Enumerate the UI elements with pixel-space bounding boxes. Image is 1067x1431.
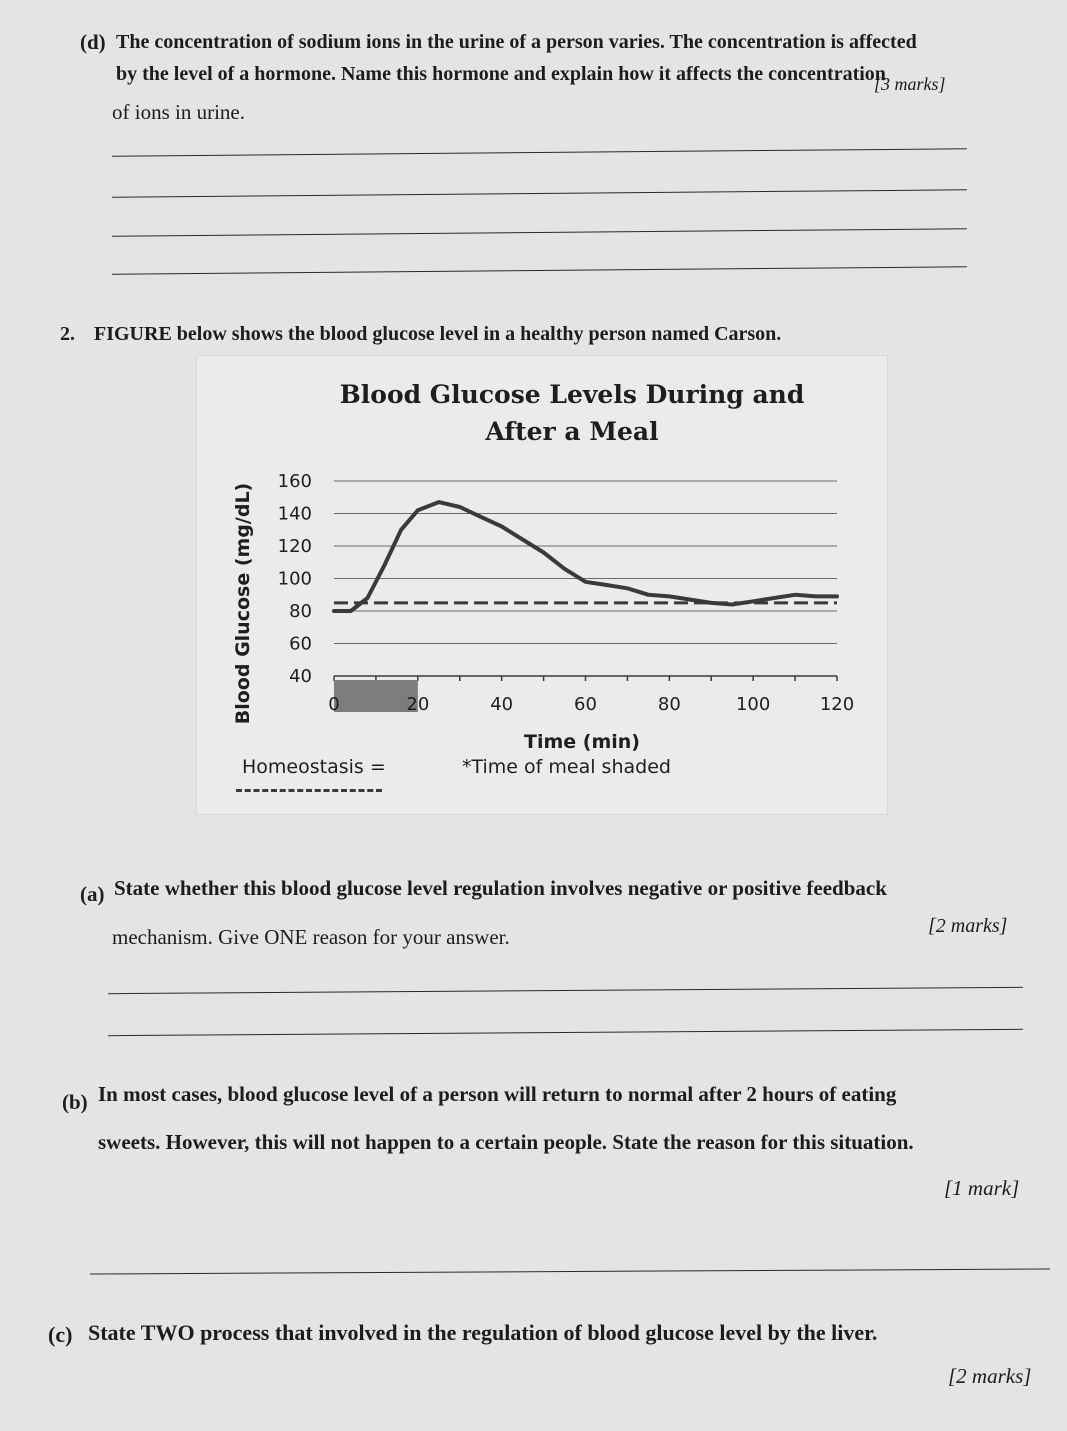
meal-shaded-note: *Time of meal shaded: [462, 756, 671, 778]
question-d-line-2: by the level of a hormone. Name this hormone and explain how it affects the concentration: [116, 63, 886, 85]
y-tick-label: 120: [277, 536, 312, 557]
question-c-text-pre: State: [88, 1320, 141, 1345]
question-2-figure-word: FIGURE: [94, 323, 172, 345]
question-d-line-3: of ions in urine.: [112, 100, 245, 124]
meal-shaded-region: [334, 680, 418, 712]
question-d-line-1: The concentration of sodium ions in the urine of a person varies. The concentration is affected: [116, 31, 917, 53]
x-tick-label: 40: [490, 694, 514, 715]
question-d-label: (d): [80, 30, 106, 54]
question-2-text: below shows the blood glucose level in a healthy person named Carson.: [171, 323, 782, 345]
y-tick-label: 80: [289, 601, 312, 622]
x-tick-label: 80: [657, 694, 681, 715]
question-c-marks: [2 marks]: [948, 1364, 1032, 1388]
question-2-number: 2.: [60, 323, 75, 345]
answer-line: [112, 148, 967, 156]
x-tick-label: 0: [328, 694, 340, 715]
glucose-curve: [334, 502, 837, 611]
question-a-marks: [2 marks]: [928, 915, 1008, 937]
question-a-line-1: State whether this blood glucose level regulation involves negative or positive feedback: [114, 876, 887, 900]
question-a-line-2: mechanism. Give ONE reason for your answer.: [112, 925, 510, 949]
y-tick-label: 100: [277, 568, 312, 590]
question-b-marks: [1 mark]: [944, 1176, 1020, 1200]
x-tick-label: 20: [406, 694, 430, 715]
x-tick-label: 60: [574, 694, 597, 715]
y-tick-label: 140: [277, 503, 312, 525]
answer-line: [90, 1268, 1050, 1274]
question-b-line-2: sweets. However, this will not happen to a certain people. State the reason for this situation.: [98, 1130, 914, 1154]
x-tick-label: 100: [735, 694, 771, 715]
y-axis-label: Blood Glucose (mg/dL): [232, 482, 254, 725]
y-tick-label: 60: [289, 633, 312, 655]
question-c-text-emphasis: TWO: [140, 1320, 195, 1345]
homeostasis-legend-line: [236, 789, 382, 792]
chart-title-line-1: Blood Glucose Levels During and: [339, 380, 805, 409]
answer-line: [112, 189, 967, 197]
answer-line: [108, 1029, 1023, 1036]
question-a-label: (a): [80, 882, 105, 906]
answer-line: [108, 987, 1023, 994]
x-tick-label: 120: [819, 694, 855, 715]
figure-panel: [196, 355, 888, 815]
answer-line: [112, 228, 967, 236]
question-c-text: [88, 1320, 877, 1346]
blood-glucose-chart: [197, 356, 887, 814]
question-d-marks: [3 marks]: [874, 74, 946, 94]
question-c-label: (c): [48, 1322, 73, 1347]
x-axis-label: Time (min): [524, 731, 640, 753]
question-c-text-post: process that involved in the regulation of blood glucose level by the liver.: [194, 1320, 878, 1345]
question-b-line-1: In most cases, blood glucose level of a person will return to normal after 2 hours of eating: [98, 1082, 897, 1106]
y-tick-label: 40: [289, 666, 312, 687]
question-2: [60, 322, 781, 346]
chart-title-line-2: After a Meal: [485, 417, 659, 446]
answer-line: [112, 266, 967, 274]
homeostasis-legend-label: Homeostasis =: [242, 756, 386, 778]
question-b-label: (b): [62, 1090, 88, 1114]
y-tick-label: 160: [277, 471, 312, 492]
